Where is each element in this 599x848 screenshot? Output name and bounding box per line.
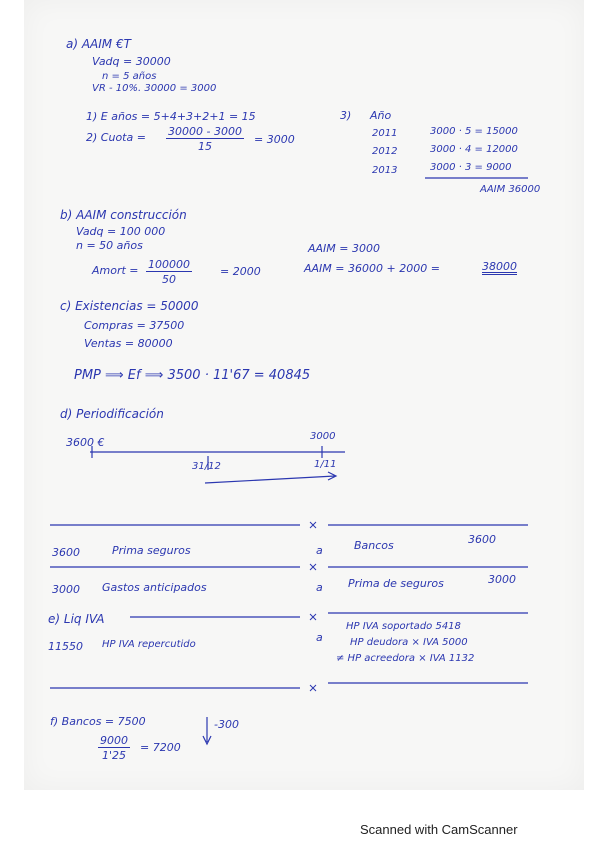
- section-b-n: n = 50 años: [76, 239, 143, 252]
- section-e-heading: e) Liq IVA: [48, 612, 105, 626]
- section-e-debit: HP IVA repercutido: [102, 639, 196, 650]
- table-year: 2011: [372, 128, 398, 139]
- section-f-result: = 7200: [140, 741, 181, 754]
- section-b-vadq: Vadq = 100 000: [76, 225, 166, 238]
- section-a-vadq: Vadq = 30000: [92, 55, 171, 68]
- section-e-credit-1: HP IVA soportado 5418: [346, 621, 461, 632]
- entry1-debit: Prima seguros: [112, 544, 191, 557]
- timeline-date-1: 31/12: [192, 461, 221, 472]
- section-b-aaim1: AAIM = 3000: [308, 242, 380, 255]
- section-a-table-label: 3): [340, 109, 352, 122]
- entry2-debit-amount: 3000: [52, 583, 80, 596]
- table-calc: 3000 · 5 = 15000: [430, 126, 518, 137]
- entry1-credit: Bancos: [354, 539, 394, 552]
- section-a-heading: a) AAIM €T: [66, 37, 131, 51]
- amort-numerator: 100000: [148, 258, 190, 271]
- section-a-table-header: Año: [370, 109, 392, 122]
- section-a-n: n = 5 años: [102, 71, 157, 82]
- section-b-heading: b) AAIM construcción: [60, 208, 187, 222]
- timeline-date-2: 1/11: [314, 459, 337, 470]
- table-calc: 3000 · 3 = 9000: [430, 162, 512, 173]
- entry1-credit-amount: 3600: [468, 533, 496, 546]
- section-b-amort-result: = 2000: [220, 265, 261, 278]
- cuota-numerator: 30000 - 3000: [168, 125, 242, 138]
- table-calc: 3000 · 4 = 12000: [430, 144, 518, 155]
- section-c-pmp: PMP ⟹ Ef ⟹ 3500 · 11'67 = 40845: [74, 368, 311, 383]
- entry2-a: a: [316, 581, 323, 594]
- section-a-sum-years: 1) E años = 5+4+3+2+1 = 15: [86, 110, 256, 123]
- timeline-left-amount: 3600 €: [66, 436, 105, 449]
- section-e-credit-3: ≠ HP acreedora × IVA 1132: [336, 653, 475, 664]
- section-f-fraction: [98, 735, 130, 761]
- section-b-aaim2: AAIM = 36000 + 2000 =: [304, 262, 440, 275]
- entry1-a: a: [316, 544, 323, 557]
- entry2-debit: Gastos anticipados: [102, 581, 207, 594]
- section-c-compras: Compras = 37500: [84, 319, 185, 332]
- entry1-debit-amount: 3600: [52, 546, 80, 559]
- section-f-heading: f) Bancos = 7500: [50, 715, 146, 728]
- camscanner-footer: Scanned with CamScanner: [360, 822, 518, 837]
- amort-denominator: 50: [162, 273, 176, 286]
- table-year: 2013: [372, 165, 398, 176]
- entry2-credit-amount: 3000: [488, 573, 516, 586]
- entry2-credit: Prima de seguros: [348, 577, 444, 590]
- f-numerator: 9000: [100, 734, 128, 747]
- section-a-cuota-label: 2) Cuota =: [86, 131, 146, 144]
- f-denominator: 1'25: [101, 749, 127, 762]
- section-a-cuota-fraction: [166, 126, 244, 152]
- section-b-aaim2-result: 38000: [482, 260, 517, 273]
- section-a-cuota-result: = 3000: [254, 133, 295, 146]
- section-f-arrow-note: -300: [214, 718, 239, 731]
- section-b-amort-label: Amort =: [92, 264, 139, 277]
- section-b-amort-fraction: [146, 259, 192, 285]
- section-d-heading: d) Periodificación: [60, 407, 164, 421]
- timeline-right-amount: 3000: [310, 431, 336, 442]
- section-a-total: AAIM 36000: [480, 184, 541, 195]
- section-e-credit-2: HP deudora × IVA 5000: [350, 637, 468, 648]
- section-a-vr: VR - 10%. 30000 = 3000: [92, 83, 217, 94]
- table-year: 2012: [372, 146, 398, 157]
- section-e-a: a: [316, 631, 323, 644]
- cuota-denominator: 15: [197, 140, 212, 153]
- section-e-debit-amount: 11550: [48, 640, 83, 653]
- section-c-heading: c) Existencias = 50000: [60, 299, 199, 313]
- section-c-ventas: Ventas = 80000: [84, 337, 173, 350]
